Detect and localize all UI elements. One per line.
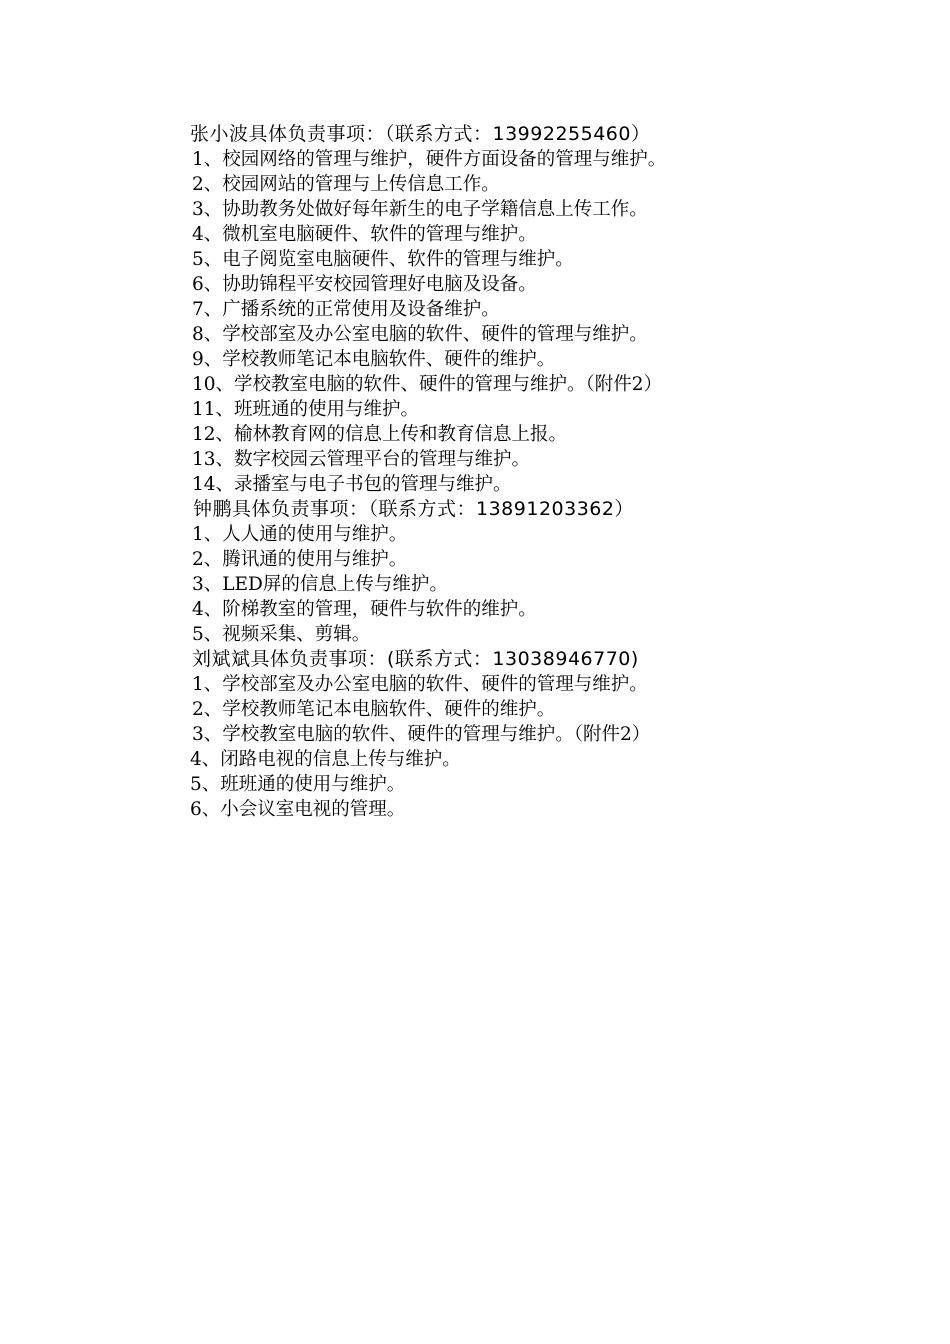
list-item: 1、人人通的使用与维护。 (192, 524, 408, 545)
list-item: 4、阶梯教室的管理，硬件与软件的维护。 (192, 599, 537, 620)
list-item: 9、学校教师笔记本电脑软件、硬件的维护。 (192, 349, 556, 370)
list-item: 6、小会议室电视的管理。 (190, 799, 406, 820)
section-heading-liu: 刘斌斌具体负责事项：(联系方式：13038946770) (192, 648, 639, 670)
list-item: 7、广播系统的正常使用及设备维护。 (192, 299, 500, 320)
list-item: 1、校园网络的管理与维护，硬件方面设备的管理与维护。 (192, 149, 667, 170)
section-heading-zhong: 钟鹏具体负责事项：（联系方式：13891203362） (193, 498, 634, 520)
list-item: 2、校园网站的管理与上传信息工作。 (192, 174, 500, 195)
list-item: 10、学校教室电脑的软件、硬件的管理与维护。（附件2） (192, 374, 663, 395)
list-item: 13、数字校园云管理平台的管理与维护。 (192, 449, 531, 470)
list-item: 3、LED屏的信息上传与维护。 (192, 574, 448, 595)
list-item: 5、视频采集、剪辑。 (192, 624, 371, 645)
list-item: 5、班班通的使用与维护。 (190, 774, 406, 795)
document-body (190, 122, 890, 822)
list-item: 5、电子阅览室电脑硬件、软件的管理与维护。 (192, 249, 574, 270)
list-item: 8、学校部室及办公室电脑的软件、硬件的管理与维护。 (192, 324, 648, 345)
list-item: 3、协助教务处做好每年新生的电子学籍信息上传工作。 (192, 199, 648, 220)
list-item: 2、腾讯通的使用与维护。 (192, 549, 408, 570)
list-item: 11、班班通的使用与维护。 (192, 399, 420, 420)
list-item: 4、微机室电脑硬件、软件的管理与维护。 (192, 224, 537, 245)
list-item: 1、学校部室及办公室电脑的软件、硬件的管理与维护。 (192, 674, 648, 695)
list-item: 12、榆林教育网的信息上传和教育信息上报。 (192, 424, 568, 445)
list-item: 2、学校教师笔记本电脑软件、硬件的维护。 (192, 699, 556, 720)
list-item: 6、协助锦程平安校园管理好电脑及设备。 (192, 274, 537, 295)
list-item: 3、学校教室电脑的软件、硬件的管理与维护。（附件2） (192, 724, 651, 745)
section-heading-zhang: 张小波具体负责事项：（联系方式：13992255460） (190, 123, 651, 145)
list-item: 4、闭路电视的信息上传与维护。 (190, 749, 461, 770)
list-item: 14、录播室与电子书包的管理与维护。 (192, 474, 512, 495)
